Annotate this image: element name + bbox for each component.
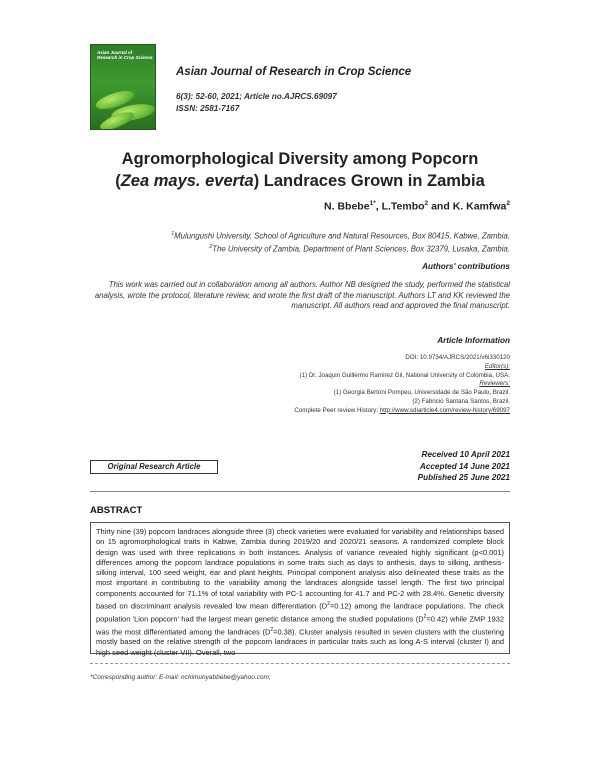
- publication-dates: [418, 449, 510, 484]
- contributions-heading: Authors' contributions: [422, 262, 510, 271]
- journal-cover-image: [90, 44, 156, 130]
- footnote-divider: [90, 663, 510, 664]
- journal-name: Asian Journal of Research in Crop Science: [176, 66, 412, 78]
- author-name: L.Tembo: [381, 200, 425, 213]
- review-history-link[interactable]: http://www.sdiarticle4.com/review-history/69097: [379, 406, 510, 414]
- contributions-text: This work was carried out in collaboration among all authors. Author NB designed the study, performed the statistical analysis, wrote the protocol, literature review, and wrote the first draft of the manuscript. Authors LT and KK reviewed the manuscript. All authors read and approved the final manuscript.: [94, 280, 510, 310]
- abstract-heading: ABSTRACT: [90, 505, 143, 516]
- cover-journal-title: Asian Journal of Research in Crop Science: [97, 50, 153, 60]
- corresponding-author-footnote: *Corresponding author: E-mail: nchimunyabbebe@yahoo.com;: [90, 674, 271, 681]
- reviewer-item: (1) Georgia Bertoni Pompeu, Universidade de São Paulo, Brazil.: [333, 389, 510, 397]
- species-name: Zea mays. everta: [120, 172, 254, 190]
- accepted-date: Accepted 14 June 2021: [419, 461, 510, 471]
- title-line-1: Agromorphological Diversity among Popcorn: [121, 150, 479, 168]
- author-name: K. Kamfwa: [452, 200, 507, 213]
- paper-title: [60, 148, 540, 192]
- article-info: [90, 354, 510, 416]
- affiliation-item: $^1$Mulungushi University, School of Agriculture and Natural Resources, Box 80415, Kabwe, Zambia.: [171, 231, 510, 241]
- doi: DOI: 10.9734/AJRCS/2021/v6i330120: [405, 354, 510, 361]
- reviewers-label: Reviewers:: [479, 380, 510, 388]
- affiliation-item: $^2$The University of Zambia, Department of Plant Sciences, Box 32379, Lusaka, Zambia.: [209, 244, 510, 254]
- title-line-2: (Zea mays. everta) Landraces Grown in Zambia: [115, 172, 485, 190]
- article-type-badge: Original Research Article: [90, 460, 218, 474]
- received-date: Received 10 April 2021: [421, 450, 510, 459]
- affiliations: [171, 229, 510, 255]
- article-info-heading: Article Information: [437, 336, 510, 345]
- abstract-box: Thirty nine (39) popcorn landraces alongside three (3) check varieties were evaluated for variability and relationships based on 15 agromorphological traits in Kabwe, Zambia during 2019/20 and 2020/21 seasons. A randomized complete block design was used with three replications in both instances. Analysis of variance revealed highly significant (p<0.001) differences among the popcorn landrace populations in some traits such as days to anthesis, days to silking, anthesis-silking interval, 100 seed weight, ear and plant heights. Principal component analysis also delineated these traits as the most important in contributing to the variability among the landraces alongside tassel length. The first two principal components accounted for 71.1% of total variability with PC-1 accounting for 41.7 and PC-2 with 28.4%. Genetic diversity based on discriminant analysis revealed low mean differentiation $(D^2=0.12)$ among the landrace populations. The check population 'Lion popcorn' had the largest mean genetic distance among the studied populations $(D^2=0.42)$ while ZMP 1932 was the most differentiated among the landraces $(D^2=0.38)$. Cluster analysis resulted in seven clusters with the clustering mostly based on the relative strength of the popcorn landraces in particular traits such as long A-S interval (cluster I) and high seed weight (cluster VII). Overall, two: [90, 522, 510, 654]
- journal-citation: [176, 91, 337, 115]
- issn-line: ISSN: 2581-7167: [176, 104, 240, 113]
- author-name: N. Bbebe: [324, 200, 370, 213]
- section-divider: [90, 491, 510, 492]
- author-list: N. Bbebe$^{1*}$, L.Tembo$^2$ and K. Kamfwa$^2$: [324, 200, 510, 213]
- editor-label: Editor(s):: [484, 362, 510, 370]
- editor: (1) Dr. Joaquin Guillermo Ramirez Gil, National University of Colombia, USA.: [299, 371, 510, 379]
- volume-line: 6(3): 52-60, 2021; Article no.AJRCS.69097: [176, 92, 337, 101]
- published-date: Published 25 June 2021: [417, 473, 510, 482]
- review-history: Complete Peer review History: http://www.sdiarticle4.com/review-history/69097: [294, 406, 510, 414]
- reviewer-item: (2) Fabricio Santana Santos, Brazil.: [412, 397, 510, 405]
